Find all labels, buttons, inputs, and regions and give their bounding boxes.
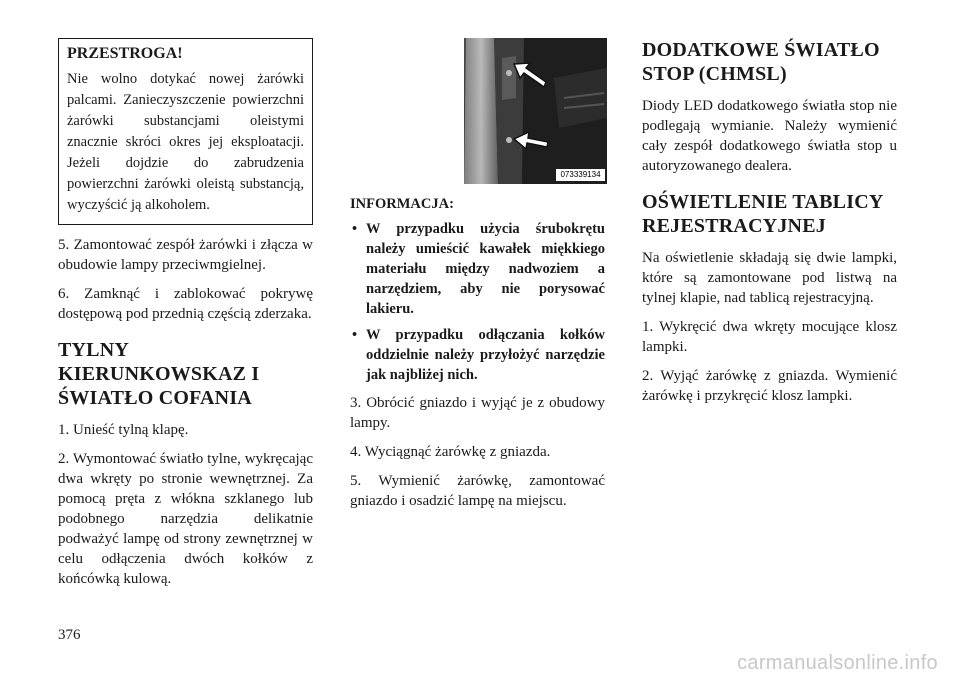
column-middle [350, 38, 605, 520]
step-paragraph: 5. Zamontować zespół żarówki i złącza w obudowie lampy przeciwmgielnej. [58, 237, 313, 273]
photo-code-label: 073339134 [560, 170, 601, 179]
step-paragraph: 2. Wymontować światło tylne, wykręcając dwa wkręty po stronie wewnętrznej. Za pomocą pręta z włókna szklanego lub podobnego narzędzia delikatnie podważyć lampę od strony zewnętrznej w celu odłączenia dwóch kołków z końcówką kulową. [58, 451, 313, 587]
list-item: • W przypadku odłączania kołków oddzielnie należy przyłożyć narzędzie jak najbliżej nich. [350, 325, 605, 385]
caution-box [58, 38, 313, 225]
body-paragraph: Na oświetlenie składają się dwie lampki, które są zamontowane pod listwą na tylnej klapie, nad tablicą rejestracyjną. [642, 250, 897, 306]
section-heading-tail-light: TYLNY KIERUNKOWSKAZ I ŚWIATŁO COFANIA [58, 339, 260, 409]
step-paragraph: 5. Wymienić żarówkę, zamontować gniazdo i osadzić lampę na miejscu. [350, 473, 605, 509]
caution-text: Nie wolno dotykać nowej żarówki palcami. Zanieczyszczenie powierzchni żarówki substancjami oleistymi znacznie skróci okres jej eksploatacji. Jeżeli dojdzie do zabrudzenia powierzchni żarówki oleistą substancją, wyczyścić ją alkoholem. [67, 71, 304, 213]
list-item: • W przypadku użycia śrubokrętu należy umieścić kawałek miękkiego materiału między nadwoziem a narzędziem, aby nie porysować lakieru. [350, 219, 605, 319]
step-paragraph: 1. Unieść tylną klapę. [58, 422, 189, 438]
tail-lamp-photo [464, 38, 607, 184]
info-title: INFORMACJA: [350, 196, 454, 212]
watermark: carmanualsonline.info [737, 652, 938, 674]
info-bullet-list [350, 219, 605, 385]
section-heading-chmsl: DODATKOWE ŚWIATŁO STOP (CHMSL) [642, 39, 880, 85]
column-left [58, 38, 313, 598]
body-paragraph: Diody LED dodatkowego światła stop nie podlegają wymianie. Należy wymienić cały zespół dodatkowego światła stop u autoryzowanego dealera. [642, 98, 897, 174]
step-paragraph: 1. Wykręcić dwa wkręty mocujące klosz lampki. [642, 319, 897, 355]
step-paragraph: 2. Wyjąć żarówkę z gniazda. Wymienić żarówkę i przykręcić klosz lampki. [642, 368, 897, 404]
step-paragraph: 3. Obrócić gniazdo i wyjąć je z obudowy lampy. [350, 395, 605, 431]
column-right [642, 38, 897, 415]
step-paragraph: 4. Wyciągnąć żarówkę z gniazda. [350, 444, 551, 460]
tail-lamp-illustration [464, 38, 607, 184]
caution-title: PRZESTROGA! [67, 45, 183, 62]
page-number: 376 [58, 627, 81, 643]
section-heading-license-plate: OŚWIETLENIE TABLICY REJESTRACYJNEJ [642, 191, 883, 237]
step-paragraph: 6. Zamknąć i zablokować pokrywę dostępową pod przednią częścią zderzaka. [58, 286, 313, 322]
